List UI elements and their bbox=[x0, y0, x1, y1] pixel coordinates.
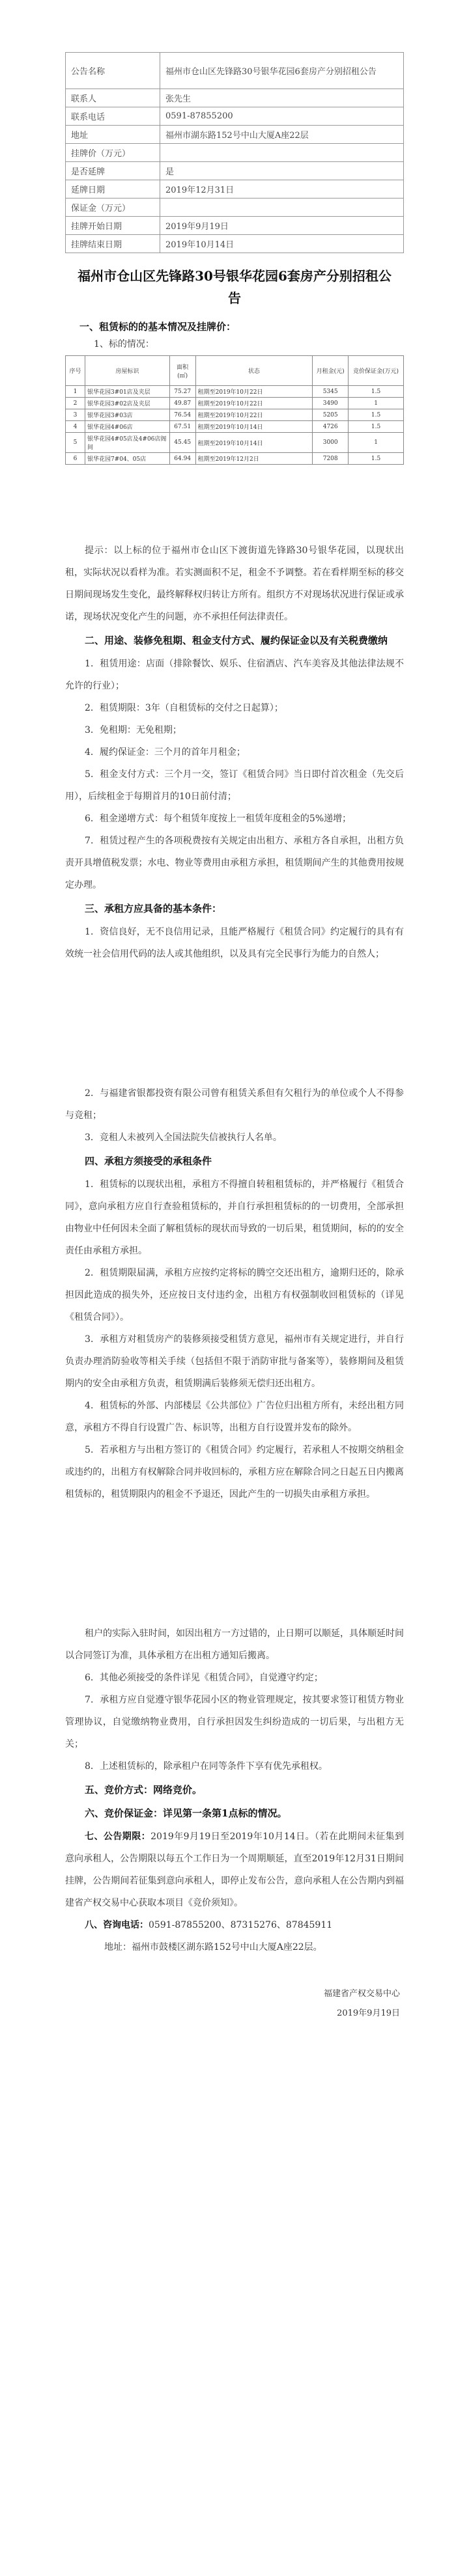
signature: 福建省产权交易中心 bbox=[323, 1989, 400, 1999]
lots-cell: 5205 bbox=[313, 409, 349, 421]
section-1-title: 一、租赁标的的基本情况及挂牌价： bbox=[79, 321, 236, 333]
lots-cell: 银华花园3#02店及夹层 bbox=[85, 398, 169, 409]
lots-cell: 银华花园3#01店及夹层 bbox=[85, 386, 169, 398]
section-6-title: 六、竞价保证金：详见第一条第1点标的情况。 bbox=[85, 1807, 287, 1819]
lots-cell: 3000 bbox=[313, 433, 349, 453]
section-4-item: 8．上述租赁标的，除承租户在同等条件下享有优先承租权。 bbox=[85, 1761, 328, 1772]
lots-cell: 64.94 bbox=[169, 453, 195, 465]
info-value: 0591-87855200 bbox=[160, 107, 404, 126]
lots-cell: 租期至2019年10月22日 bbox=[195, 398, 313, 409]
section-8 bbox=[65, 1914, 404, 1936]
lots-row bbox=[66, 398, 404, 409]
lots-cell: 租期至2019年10月22日 bbox=[195, 409, 313, 421]
section-2-item: 1．租赁用途：店面（排除餐饮、娱乐、住宿酒店、汽车美容及其他法律法规不允许的行业）； bbox=[65, 659, 404, 691]
info-row bbox=[66, 107, 404, 126]
lots-cell: 76.54 bbox=[169, 409, 195, 421]
lots-cell: 7208 bbox=[313, 453, 349, 465]
lots-cell: 4726 bbox=[313, 421, 349, 433]
info-value: 福州市仓山区先锋路30号银华花园6套房产分别招租公告 bbox=[160, 53, 404, 89]
section-2-item: 7．租赁过程产生的各项税费按有关规定由出租方、承租方各自承担，出租方负责开具增值税发票；水电、物业等费用由承租方承担，租赁期间产生的其他费用按规定办理。 bbox=[65, 836, 404, 890]
info-row bbox=[66, 217, 404, 235]
lots-row bbox=[66, 453, 404, 465]
section-4-item: 2．租赁期限届满，承租方应按约定将标的腾空交还出租方，逾期归还的，除承担因此造成的损失外，还应按日支付违约金，出租方有权强制收回租赁标的（详见《租赁合同》）。 bbox=[65, 1268, 404, 1322]
lots-row bbox=[66, 409, 404, 421]
info-value: 是 bbox=[160, 162, 404, 180]
info-key: 挂牌价（万元） bbox=[66, 144, 160, 162]
section-8-title: 八、咨询电话： bbox=[85, 1920, 149, 1930]
lots-cell: 1.5 bbox=[349, 453, 404, 465]
section-2-title: 二、用途、装修免租期、租金支付方式、履约保证金以及有关税费缴纳 bbox=[85, 635, 388, 646]
section-7-title: 七、公告期限： bbox=[85, 1831, 151, 1842]
lots-cell: 1.5 bbox=[349, 386, 404, 398]
lots-row bbox=[66, 433, 404, 453]
announcement-page bbox=[65, 52, 404, 2023]
section-2-item: 3．免租期：无免租期； bbox=[85, 725, 182, 735]
lots-header-cell: 月租金(元) bbox=[313, 356, 349, 386]
lots-table bbox=[65, 355, 404, 465]
info-value: 2019年10月14日 bbox=[160, 235, 404, 253]
info-row bbox=[66, 126, 404, 144]
section-4-item: 4．租赁标的外部、内部楼层《公共部位》广告位归出租方所有，未经出租方同意，承租方不得自行设置广告、标识等，出租方自行设置并发布的除外。 bbox=[65, 1401, 404, 1433]
page-title: 福州市仓山区先锋路30号银华花园6套房产分别招租公告 bbox=[78, 268, 392, 306]
phone-numbers: 0591-87855200、87315276、87845911 bbox=[149, 1920, 333, 1930]
section-3-item: 3．竞租人未被列入全国法院失信被执行人名单。 bbox=[85, 1132, 282, 1143]
signature-date: 2019年9月19日 bbox=[337, 2008, 400, 2018]
lots-cell: 1 bbox=[349, 398, 404, 409]
section-2-item: 2．租赁期限：3年（自租赁标的交付之日起算）； bbox=[85, 703, 283, 713]
info-key: 挂牌结束日期 bbox=[66, 235, 160, 253]
lots-cell: 银华花园4#06店 bbox=[85, 421, 169, 433]
info-row bbox=[66, 235, 404, 253]
lots-cell: 银华花园7#04、05店 bbox=[85, 453, 169, 465]
lots-cell: 1.5 bbox=[349, 421, 404, 433]
info-value bbox=[160, 144, 404, 162]
section-2-item: 6．租金递增方式：每个租赁年度按上一租赁年度租金的5%递增； bbox=[85, 814, 352, 824]
info-row bbox=[66, 144, 404, 162]
lots-cell: 租期至2019年10月22日 bbox=[195, 386, 313, 398]
lots-cell: 3490 bbox=[313, 398, 349, 409]
info-key: 地址 bbox=[66, 126, 160, 144]
lots-cell: 银华花园4#05店及4#06店阁间 bbox=[85, 433, 169, 453]
lots-cell: 租期至2019年12月2日 bbox=[195, 453, 313, 465]
info-value: 福州市湖东路152号中山大厦A座22层 bbox=[160, 126, 404, 144]
lots-header-cell: 序号 bbox=[66, 356, 85, 386]
section-4-item: 3．承租方对租赁房产的装修须接受租赁方意见，福州市有关规定进行，并自行负责办理消防验收等相关手续（包括但不限于消防审批与备案等），装修期间及租赁期内的安全由承租方负责，租赁期满后装修须无偿归还出租方。 bbox=[65, 1334, 404, 1389]
section-7 bbox=[65, 1826, 404, 1914]
lots-cell: 67.51 bbox=[169, 421, 195, 433]
section-5-title: 五、竞价方式：网络竞价。 bbox=[85, 1784, 203, 1796]
info-key: 挂牌开始日期 bbox=[66, 217, 160, 235]
info-key: 延牌日期 bbox=[66, 180, 160, 199]
info-value: 2019年12月31日 bbox=[160, 180, 404, 199]
info-value: 张先生 bbox=[160, 89, 404, 107]
lots-cell: 45.45 bbox=[169, 433, 195, 453]
info-key: 联系人 bbox=[66, 89, 160, 107]
lots-header-cell: 面积(㎡) bbox=[169, 356, 195, 386]
lots-cell: 5 bbox=[66, 433, 85, 453]
lots-row bbox=[66, 421, 404, 433]
info-key: 保证金（万元） bbox=[66, 199, 160, 217]
lots-cell: 银华花园3#03店 bbox=[85, 409, 169, 421]
section-4-continued: 租户的实际入驻时间，如因出租方一方过错的，止日期可以顺延，具体顺延时间以合同签订为准，具体承租方在出租方通知后搬离。 bbox=[65, 1628, 404, 1661]
lots-header-cell: 状态 bbox=[195, 356, 313, 386]
lots-cell: 49.87 bbox=[169, 398, 195, 409]
lots-cell: 5345 bbox=[313, 386, 349, 398]
section-3-item: 2．与福建省银都投资有限公司曾有租赁关系但有欠租行为的单位或个人不得参与竞租； bbox=[65, 1088, 404, 1121]
lots-cell: 3 bbox=[66, 409, 85, 421]
lots-cell: 租期至2019年10月14日 bbox=[195, 421, 313, 433]
info-key: 联系电话 bbox=[66, 107, 160, 126]
lots-cell: 2 bbox=[66, 398, 85, 409]
lots-cell: 1 bbox=[66, 386, 85, 398]
address-line: 地址：福州市鼓楼区湖东路152号中山大厦A座22层。 bbox=[104, 1942, 322, 1953]
section-4-item: 6．其他必须接受的条件详见《租赁合同》，自觉遵守约定； bbox=[85, 1673, 323, 1683]
info-value bbox=[160, 199, 404, 217]
section-7-body: 2019年9月19日至2019年10月14日。（若在此期间未征集到意向承租人，公告期限以每五个工作日为一个周期顺延，直至2019年12月31日期间挂牌，公告期间若征集到意向承租人，即停止发布公告，意向承租人在公告期内到福建省产权交易中心获取本项目《竞价须知》。 bbox=[65, 1831, 404, 1908]
section-4-item: 7．承租方应自觉遵守银华花园小区的物业管理规定，按其要求签订租赁方物业管理协议，自觉缴纳物业费用，自行承担因发生纠纷造成的一切后果，与出租方无关； bbox=[65, 1695, 404, 1749]
info-key: 是否延牌 bbox=[66, 162, 160, 180]
info-row bbox=[66, 162, 404, 180]
section-3-item: 1．资信良好，无不良信用记录，且能严格履行《租赁合同》约定履行的具有有效统一社会信用代码的法人或其他组织，以及具有完全民事行为能力的自然人； bbox=[65, 927, 404, 959]
lots-row bbox=[66, 386, 404, 398]
info-row bbox=[66, 199, 404, 217]
lots-cell: 75.27 bbox=[169, 386, 195, 398]
info-value: 2019年9月19日 bbox=[160, 217, 404, 235]
tip-paragraph: 提示：以上标的位于福州市仓山区下渡街道先锋路30号银华花园，以现状出租，实际状况以看样为准。若实测面积不足，租金不予调整。若在看样期至标的移交日期间现场发生变化，最终解释权归转让方所有。组织方不对现场状况进行保证或承诺，现场状况变化产生的问题，亦不承担任何法律责任。 bbox=[65, 545, 404, 622]
section-3-title: 三、承租方应具备的基本条件： bbox=[85, 903, 222, 914]
lots-cell: 1 bbox=[349, 433, 404, 453]
lots-cell: 6 bbox=[66, 453, 85, 465]
info-table bbox=[65, 52, 404, 253]
section-1-sub: 1、标的情况： bbox=[94, 339, 154, 349]
info-key: 公告名称 bbox=[66, 53, 160, 89]
lots-cell: 1.5 bbox=[349, 409, 404, 421]
info-row bbox=[66, 180, 404, 199]
lots-cell: 4 bbox=[66, 421, 85, 433]
lots-header-cell: 竞价保证金(万元) bbox=[349, 356, 404, 386]
section-4-title: 四、承租方须接受的承租条件 bbox=[85, 1155, 212, 1167]
section-2-item: 4．履约保证金：三个月的首年月租金； bbox=[85, 747, 246, 758]
info-row bbox=[66, 53, 404, 89]
lots-header-row bbox=[66, 356, 404, 386]
lots-header-cell: 房屋标识 bbox=[85, 356, 169, 386]
section-4-item: 5．若承租方与出租方签订的《租赁合同》约定履行，若承租人不按期交纳租金或违约的，出租方有权解除合同并收回标的，承租方应在解除合同之日起五日内搬离租赁标的，租赁期限内的租金不予退还，因此产生的一切损失由承租方承担。 bbox=[65, 1445, 404, 1500]
section-2-item: 5．租金支付方式：三个月一交，签订《租赁合同》当日即付首次租金（先交后用），后续租金于每期首月的10日前付清； bbox=[65, 769, 404, 802]
lots-cell: 租期至2019年10月14日 bbox=[195, 433, 313, 453]
info-row bbox=[66, 89, 404, 107]
section-4-item: 1．租赁标的以现状出租，承租方不得擅自转租租赁标的，并严格履行《租赁合同》，意向承租方应自行查验租赁标的，并自行承担租赁标的的一切费用，全部承担由物业中任何因未全面了解租赁标的现状而导致的一切后果，租赁期间，标的的安全责任由承租方承担。 bbox=[65, 1179, 404, 1256]
